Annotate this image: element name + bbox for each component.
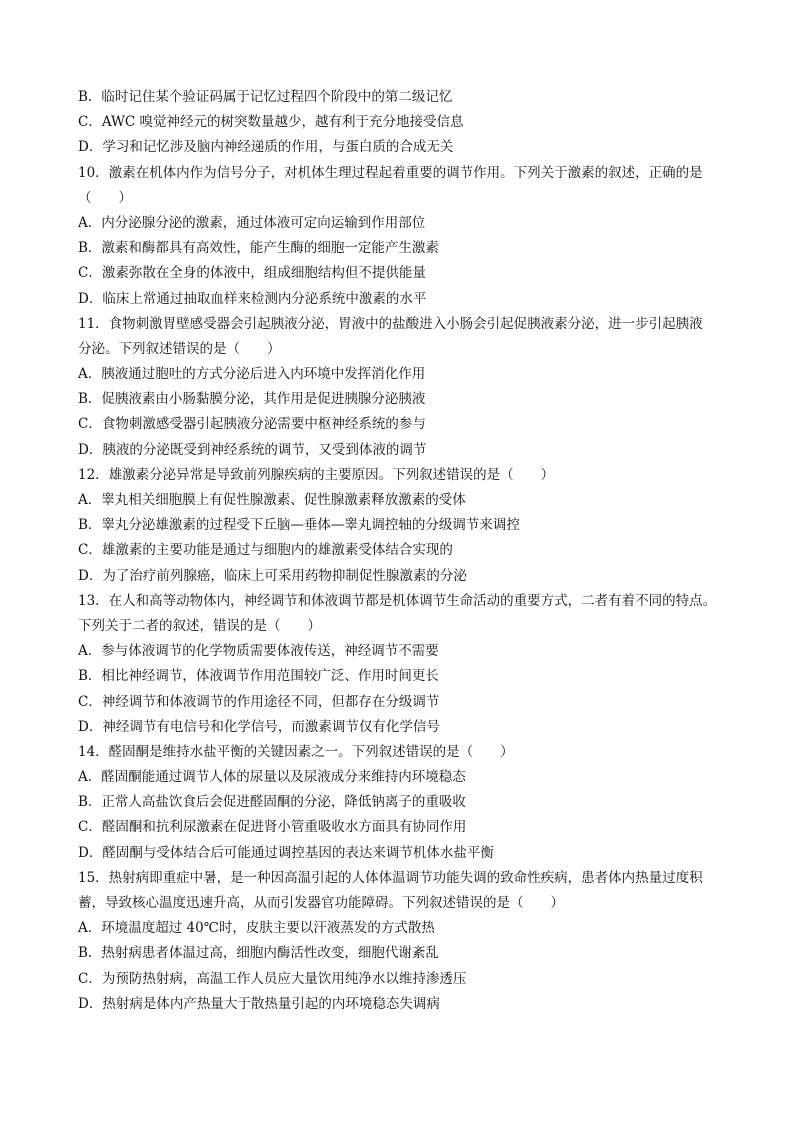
option-d: D．热射病是体内产热量大于散热量引起的内环境稳态失调病 [78,995,440,1012]
question-13 [78,589,730,740]
option-c: C．醛固酮和抗利尿激素在促进肾小管重吸收水方面具有协同作用 [78,819,467,836]
question-stem: 分泌。下列叙述错误的是（ ） [78,340,281,357]
question-10 [78,161,730,312]
question-stem: 13．在人和高等动物体内，神经调节和体液调节都是机体调节生命活动的重要方式，二者有着不同的特点。 [78,592,717,609]
option-b: B．睾丸分泌雄激素的过程受下丘脑—垂体—睾丸调控轴的分级调节来调控 [78,517,520,534]
option-d: D．临床上常通过抽取血样来检测内分泌系统中激素的水平 [78,290,427,307]
question-stem: 蓄，导致核心温度迅速升高，从而引发器官功能障碍。下列叙述错误的是（ ） [78,895,564,911]
option-c: C．为预防热射病，高温工作人员应大量饮用纯净水以维持渗透压 [78,970,467,987]
question-15 [78,866,730,1017]
option-b: B．临时记住某个验证码属于记忆过程四个阶段中的第二级记忆 [78,89,453,105]
option-d: D．为了治疗前列腺癌，临床上可采用药物抑制促性腺激素的分泌 [78,567,467,584]
option-c: C．AWC 嗅觉神经元的树突数量越少，越有利于充分地接受信息 [78,114,464,131]
question-12 [78,463,730,589]
question-14 [78,740,730,866]
exam-page [78,85,730,1017]
option-a: A．胰液通过胞吐的方式分泌后进入内环境中发挥消化作用 [78,366,426,383]
option-a: A．内分泌腺分泌的激素，通过体液可定向运输到作用部位 [78,214,426,231]
option-d: D．胰液的分泌既受到神经系统的调节，又受到体液的调节 [78,441,427,458]
question-stem: 下列关于二者的叙述，错误的是（ ） [78,617,321,634]
option-d: D．学习和记忆涉及脑内神经递质的作用，与蛋白质的合成无关 [78,139,454,156]
question-stem: 15．热射病即重症中暑，是一种因高温引起的人体体温调节功能失调的致命性疾病，患者体内热量过度积 [78,869,703,886]
option-a: A．醛固酮能通过调节人体的尿量以及尿液成分来维持内环境稳态 [78,769,466,786]
question-9-tail [78,85,730,161]
question-stem: 10．激素在机体内作为信号分子，对机体生理过程起着重要的调节作用。下列关于激素的叙述，正确的是 [78,164,703,181]
question-stem: 14．醛固酮是维持水盐平衡的关键因素之一。下列叙述错误的是（ ） [78,743,514,760]
option-a: A．睾丸相关细胞膜上有促性腺激素、促性腺激素释放激素的受体 [78,492,466,508]
option-c: C．神经调节和体液调节的作用途径不同，但都存在分级调节 [78,693,440,710]
question-11 [78,312,730,463]
question-stem: （ ） [78,189,132,206]
option-a: A．参与体液调节的化学物质需要体液传送，神经调节不需要 [78,643,439,660]
option-b: B．激素和酶都具有高效性，能产生酶的细胞一定能产生激素 [78,240,439,257]
option-b: B．促胰液素由小肠黏膜分泌，其作用是促进胰腺分泌胰液 [78,391,426,408]
option-b: B．热射病患者体温过高，细胞内酶活性改变，细胞代谢紊乱 [78,945,439,962]
option-d: D．醛固酮与受体结合后可能通过调控基因的表达来调节机体水盐平衡 [78,844,494,861]
option-b: B．正常人高盐饮食后会促进醛固酮的分泌，降低钠离子的重吸收 [78,794,466,811]
option-d: D．神经调节有电信号和化学信号，而激素调节仅有化学信号 [78,718,440,735]
option-c: C．食物刺激感受器引起胰液分泌需要中枢神经系统的参与 [78,416,426,433]
option-c: C．雄激素的主要功能是通过与细胞内的雄激素受体结合实现的 [78,542,453,559]
option-c: C．激素弥散在全身的体液中，组成细胞结构但不提供能量 [78,265,426,282]
question-stem: 12．雄激素分泌异常是导致前列腺疾病的主要原因。下列叙述错误的是（ ） [78,466,555,483]
question-stem: 11．食物刺激胃壁感受器会引起胰液分泌，胃液中的盐酸进入小肠会引起促胰液素分泌，进一步引起胰液 [78,315,703,332]
option-b: B．相比神经调节，体液调节作用范围较广泛、作用时间更长 [78,668,439,685]
option-a: A．环境温度超过 40℃时，皮肤主要以汗液蒸发的方式散热 [78,920,435,937]
